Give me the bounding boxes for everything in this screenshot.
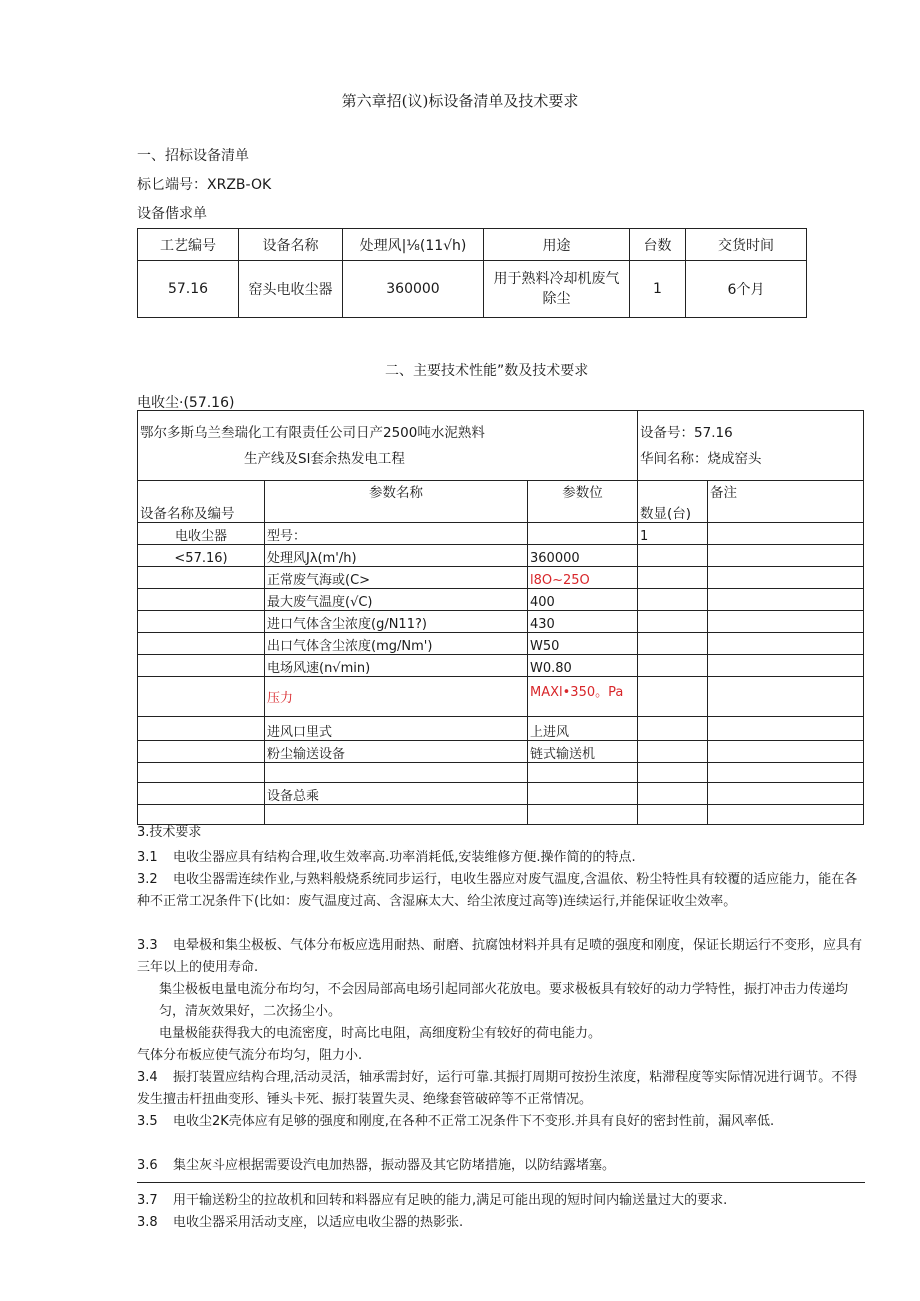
requirement-3-5 [137, 1111, 865, 1133]
col-remark: 备注 [708, 481, 864, 523]
requirement-discharge-pole: 电量极能获得我大的电流密度，时高比电阻，高细度粉尘有较好的荷电能力。 [159, 1026, 602, 1041]
header-process-code: 工艺编号 [138, 229, 239, 261]
param-value: 400 [528, 589, 638, 611]
header-equipment-name: 设备名称 [239, 229, 343, 261]
workshop-name: 华间名称：烧成窑头 [640, 450, 762, 467]
item-text: 电收尘2K壳体应有足够的强度和刚度,在各种不正常工况条件下不变形.并具有良好的密封性前，漏风率低. [173, 1114, 775, 1129]
item-text: 电收尘器需连续作业,与熟料般烧系统同步运行，电收生器应对废气温度,含温依、粉尘特性具有较覆的适应能力，能在各种不正常工况条件下(比如：废气温度过高、含湿麻太大、给尘浓度过高等)连续运行,并能保证收尘效率。 [137, 872, 858, 909]
param-value: W50 [528, 633, 638, 655]
item-number: 3.6 [137, 1158, 158, 1173]
param-name: 出口气体含尘浓度(mg/Nm') [265, 633, 528, 655]
requirement-3-3 [137, 935, 865, 979]
divider-line [137, 1182, 865, 1183]
requirement-3-6 [137, 1155, 865, 1177]
section2-subtitle: 电收尘·(57.16) [137, 395, 235, 411]
item-text: 集尘灰斗应根据需要设汽电加热器，振动器及其它防堵措施，以防结露堵塞。 [173, 1158, 616, 1173]
param-value: l8O~25O [528, 567, 638, 589]
param-value: 链式输送机 [528, 741, 638, 763]
param-value: MAXl•350。Pa [528, 677, 638, 717]
device-number: 设备号：57.16 [640, 424, 733, 441]
item-number: 3.7 [137, 1193, 158, 1208]
project-line-2: 生产线及Sl套余热发电工程 [244, 450, 405, 467]
item-number: 3.1 [137, 850, 158, 865]
param-name: 进风口里式 [265, 717, 528, 741]
param-value: 430 [528, 611, 638, 633]
device-name-cell: 电收尘器 [138, 523, 265, 545]
equipment-list-label: 设备偕求单 [137, 206, 207, 222]
requirement-collector-plate: 集尘极板电量电流分布均匀，不会因局部高电场引起同部火花放电。要求极板具有较好的动力学特性，振打冲击力传递均匀，清灰效果好，二次扬尘小。 [159, 982, 849, 1019]
requirement-3-8 [137, 1212, 865, 1234]
param-value: W0.80 [528, 655, 638, 677]
equipment-list-table [137, 228, 807, 318]
item-number: 3.2 [137, 872, 158, 887]
param-name: 最大废气温度(√C) [265, 589, 528, 611]
header-air-flow: 处理风|⅛(11√h) [343, 229, 484, 261]
requirement-3-2 [137, 869, 865, 913]
item-text: 用干输送粉尘的拉故机和回转和料器应有足映的能力,满足可能出现的短时间内输送量过大的要求. [173, 1193, 728, 1208]
param-value: 上进风 [528, 717, 638, 741]
param-name: 处理风Jλ(m'/h) [265, 545, 528, 567]
col-device-name: 设备名称及编号 [138, 481, 265, 523]
header-delivery-time: 交货时间 [686, 229, 807, 261]
technical-parameters-table [137, 410, 864, 825]
cell-quantity: 1 [630, 261, 686, 318]
requirement-gas-distribution: 气体分布板应使气流分布均匀，阻力小. [137, 1048, 363, 1063]
col-quantity: 数显(台) [638, 481, 708, 523]
param-name: 设备总乘 [265, 783, 528, 805]
header-quantity: 台数 [630, 229, 686, 261]
param-value [528, 783, 638, 805]
col-param-value: 参数位 [528, 481, 638, 523]
usage-line-2: 除尘 [542, 291, 571, 307]
item-text: 电收尘器应具有结构合理,收生效率高.功率消耗低,安装维修方便.操作简的的特点. [173, 850, 636, 865]
cell-delivery-time: 6个月 [686, 261, 807, 318]
item-text: 电晕极和集尘极板、气体分布板应选用耐热、耐磨、抗腐蚀材料并具有足喷的强度和刚度，保证长期运行不变形，应具有三年以上的使用寿命. [137, 938, 863, 975]
col-param-name: 参数名称 [265, 481, 528, 523]
param-name: 电场风速(n√min) [265, 655, 528, 677]
requirement-3-7 [137, 1190, 865, 1212]
requirement-3-1 [137, 847, 865, 869]
param-model: 型号： [265, 523, 528, 545]
project-name-cell [138, 411, 638, 481]
item-number: 3.5 [137, 1114, 158, 1129]
cell-process-code: 57.16 [138, 261, 239, 318]
tender-number: 标匕端号：XRZB-OK [137, 177, 272, 193]
item-number: 3.4 [137, 1070, 158, 1085]
header-usage: 用途 [484, 229, 630, 261]
section1-heading: 一、招标设备清单 [137, 148, 249, 164]
param-name: 粉尘输送设备 [265, 741, 528, 763]
item-number: 3.8 [137, 1215, 158, 1230]
device-info-cell [638, 411, 864, 481]
param-name: 进口气体含尘浓度(g/N11?) [265, 611, 528, 633]
document-title: 第六章招(议)标设备清单及技术要求 [341, 92, 579, 110]
item-number: 3.3 [137, 938, 158, 953]
cell-air-flow: 360000 [343, 261, 484, 318]
section2-heading: 二、主要技术性能”数及技术要求 [385, 363, 589, 379]
project-line-1: 鄂尔多斯乌兰叁瑞化工有限责任公司日产2500吨水泥熟料 [140, 424, 485, 441]
param-name: 压力 [265, 677, 528, 717]
item-text: 电收尘器采用活动支座，以适应电收尘器的热影张. [173, 1215, 464, 1230]
requirement-3-4 [137, 1067, 865, 1111]
cell-usage [484, 261, 630, 318]
cell-equipment-name: 窑头电收尘器 [239, 261, 343, 318]
param-name: 正常废气海或(C> [265, 567, 528, 589]
param-value: 360000 [528, 545, 638, 567]
section3-heading: 3.技术要求 [137, 825, 202, 840]
model-quantity: 1 [638, 523, 708, 545]
usage-line-1: 用于熟料冷却机废气 [493, 271, 620, 287]
item-text: 振打装置应结构合理,活动灵活，轴承需封好，运行可靠.其振打周期可按扮生浓度，粘滞程度等实际情况进行调节。不得发生擅击杆扭曲变形、锤头卡死、振打装置失灵、绝缘套管破碎等不正常情况。 [137, 1070, 858, 1107]
device-code-cell: <57.16) [138, 545, 265, 567]
